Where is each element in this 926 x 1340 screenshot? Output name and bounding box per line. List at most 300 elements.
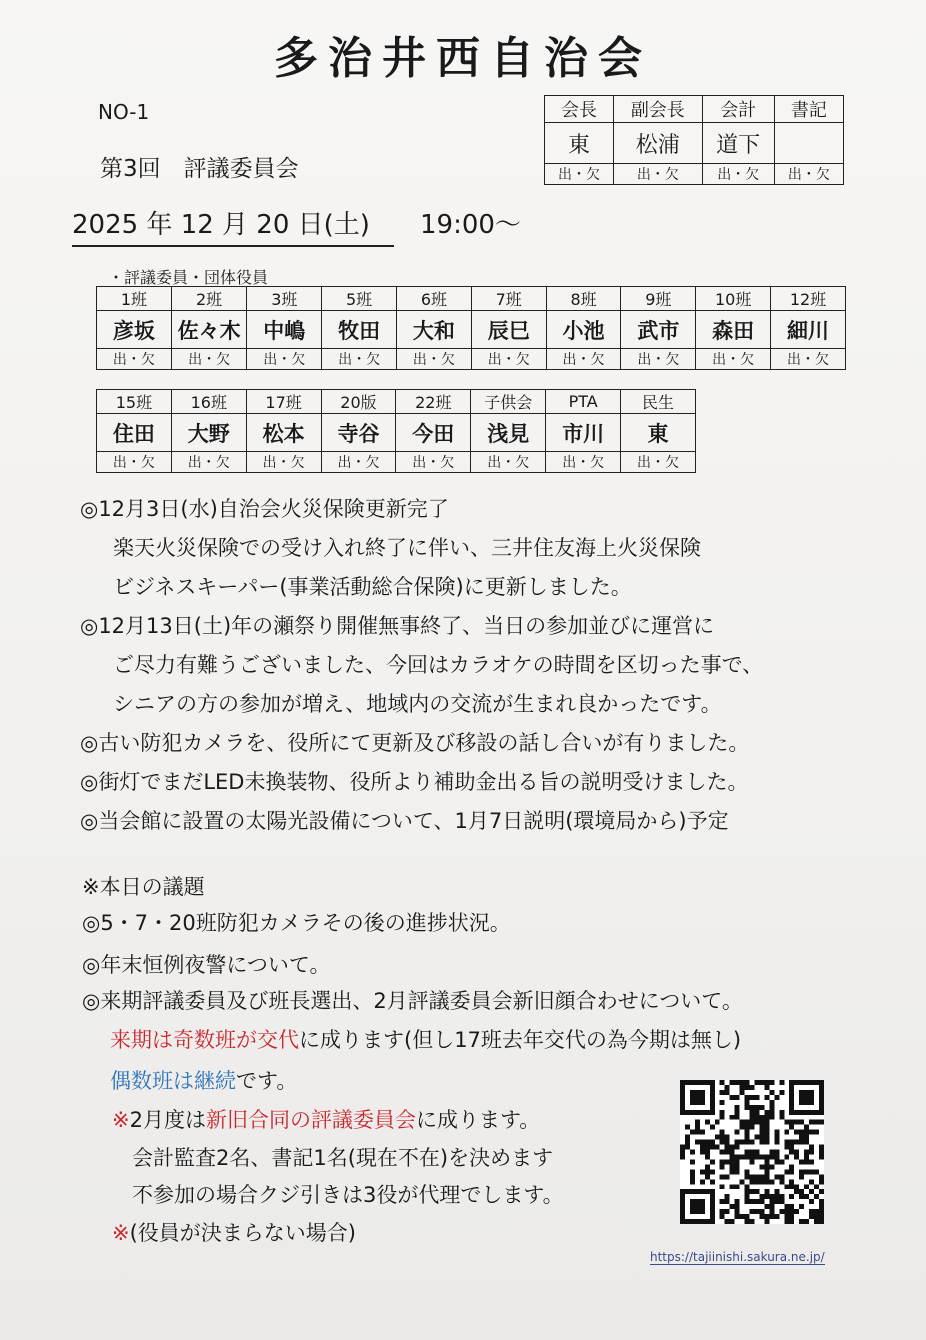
qr-module: [745, 1150, 750, 1155]
qr-module: [769, 1105, 774, 1110]
qr-module: [740, 1179, 745, 1184]
qr-module: [809, 1209, 814, 1214]
qr-module: [705, 1120, 710, 1125]
qr-module: [754, 1135, 759, 1140]
qr-module: [779, 1090, 784, 1095]
qr-module: [794, 1150, 799, 1155]
highlight-red: 来期は奇数班が交代: [110, 1028, 299, 1052]
qr-module: [750, 1189, 755, 1194]
qr-module: [725, 1199, 730, 1204]
qr-module: [789, 1145, 794, 1150]
agenda-line: ◎5・7・20班防犯カメラその後の進捗状況。: [82, 911, 511, 935]
agenda-text: です。: [236, 1069, 298, 1093]
member-group: 22班: [396, 390, 471, 414]
qr-module: [814, 1130, 819, 1135]
qr-module: [784, 1145, 789, 1150]
agenda-text: に成ります(但し17班去年交代の為今期は無し): [299, 1028, 742, 1052]
qr-module: [735, 1154, 740, 1159]
qr-module: [730, 1184, 735, 1189]
website-link[interactable]: https://tajiinishi.sakura.ne.jp/: [650, 1250, 825, 1264]
agenda-line: 不参加の場合クジ引きは3役が代理でします。: [132, 1183, 564, 1207]
qr-module: [799, 1219, 804, 1224]
qr-module: [809, 1150, 814, 1155]
qr-module: [745, 1194, 750, 1199]
member-name: 佐々木: [171, 311, 247, 349]
officer-role: 書記: [774, 96, 843, 123]
qr-module: [730, 1145, 735, 1150]
qr-module: [819, 1219, 824, 1224]
agenda-line: ◎来期評議委員及び班長選出、2月評議委員会新旧顔合わせについて。: [82, 989, 743, 1013]
qr-module: [764, 1194, 769, 1199]
qr-module: [759, 1199, 764, 1204]
member-group: 8班: [546, 287, 621, 311]
qr-module: [754, 1105, 759, 1110]
meeting-time: 19:00～: [420, 210, 521, 240]
qr-module: [720, 1100, 725, 1105]
qr-module: [774, 1150, 779, 1155]
agenda-line: ◎年末恒例夜警について。: [82, 953, 331, 977]
attendance-cell: 出・欠: [621, 452, 696, 473]
attendance-cell: 出・欠: [397, 349, 472, 370]
member-name: 小池: [546, 311, 621, 349]
qr-module: [789, 1140, 794, 1145]
qr-module: [809, 1214, 814, 1219]
qr-module: [690, 1130, 695, 1135]
qr-module: [774, 1095, 779, 1100]
attendance-cell: 出・欠: [621, 349, 696, 370]
qr-module: [680, 1154, 685, 1159]
qr-module: [774, 1154, 779, 1159]
qr-module: [680, 1150, 685, 1155]
qr-module: [814, 1214, 819, 1219]
member-name: 牧田: [322, 311, 397, 349]
qr-module: [759, 1120, 764, 1125]
qr-module: [705, 1140, 710, 1145]
member-group: 15班: [97, 390, 172, 414]
qr-module: [745, 1100, 750, 1105]
qr-module: [735, 1209, 740, 1214]
qr-module: [750, 1105, 755, 1110]
qr-module: [754, 1150, 759, 1155]
attendance-cell: 出・欠: [774, 164, 843, 185]
qr-module: [705, 1145, 710, 1150]
qr-module: [730, 1219, 735, 1224]
qr-module: [764, 1130, 769, 1135]
officers-attendance-row: [545, 164, 844, 185]
qr-module: [740, 1080, 745, 1085]
qr-module: [789, 1120, 794, 1125]
row2-headers-row: [97, 390, 696, 414]
qr-module: [740, 1214, 745, 1219]
qr-module: [695, 1120, 700, 1125]
member-name: 武市: [621, 311, 696, 349]
qr-module: [804, 1150, 809, 1155]
attendance-cell: 出・欠: [546, 452, 621, 473]
qr-module: [710, 1179, 715, 1184]
member-group: 民生: [621, 390, 696, 414]
attendance-cell: 出・欠: [171, 452, 246, 473]
qr-module: [774, 1140, 779, 1145]
qr-module: [710, 1140, 715, 1145]
qr-module: [725, 1194, 730, 1199]
qr-module: [794, 1209, 799, 1214]
attendance-cell: 出・欠: [471, 349, 546, 370]
qr-module: [725, 1140, 730, 1145]
note-line: ◎12月3日(水)自治会火災保険更新完了: [80, 497, 449, 521]
qr-module: [769, 1164, 774, 1169]
qr-module: [804, 1140, 809, 1145]
note-line: ビジネスキーパー(事業活動総合保険)に更新しました。: [113, 575, 632, 599]
qr-module: [819, 1189, 824, 1194]
qr-module: [814, 1209, 819, 1214]
qr-module: [779, 1174, 784, 1179]
note-line: ◎12月13日(土)年の瀬祭り開催無事終了、当日の参加並びに運営に: [80, 614, 715, 638]
qr-module: [764, 1154, 769, 1159]
attendance-cell: 出・欠: [171, 349, 247, 370]
qr-module: [779, 1199, 784, 1204]
qr-module: [774, 1214, 779, 1219]
qr-module: [725, 1150, 730, 1155]
attendance-cell: 出・欠: [247, 349, 322, 370]
member-name: 細川: [771, 311, 846, 349]
qr-module: [779, 1115, 784, 1120]
qr-module: [690, 1159, 695, 1164]
qr-module: [779, 1110, 784, 1115]
agenda-line: [110, 1025, 741, 1055]
qr-module: [789, 1194, 794, 1199]
qr-module: [759, 1125, 764, 1130]
member-name: 松本: [246, 414, 321, 452]
qr-module: [769, 1080, 774, 1085]
qr-module: [759, 1214, 764, 1219]
qr-module: [794, 1154, 799, 1159]
qr-module: [774, 1130, 779, 1135]
qr-module: [720, 1199, 725, 1204]
qr-module: [710, 1125, 715, 1130]
qr-module: [779, 1179, 784, 1184]
qr-module: [754, 1199, 759, 1204]
qr-module: [700, 1179, 705, 1184]
qr-module: [740, 1090, 745, 1095]
qr-module: [735, 1164, 740, 1169]
qr-module: [715, 1120, 720, 1125]
qr-module: [725, 1145, 730, 1150]
qr-module: [764, 1125, 769, 1130]
qr-module: [725, 1135, 730, 1140]
attendance-cell: 出・欠: [702, 164, 774, 185]
qr-module: [759, 1194, 764, 1199]
member-name: 寺谷: [321, 414, 396, 452]
attendance-cell: 出・欠: [546, 349, 621, 370]
row2-attendance-row: [97, 452, 696, 473]
qr-module: [720, 1209, 725, 1214]
qr-module: [745, 1140, 750, 1145]
qr-module: [690, 1179, 695, 1184]
qr-module: [754, 1110, 759, 1115]
qr-module: [745, 1219, 750, 1224]
qr-module: [685, 1140, 690, 1145]
qr-module: [799, 1130, 804, 1135]
qr-module: [720, 1080, 725, 1085]
qr-module: [710, 1169, 715, 1174]
member-name: 大和: [397, 311, 472, 349]
qr-module: [799, 1204, 804, 1209]
qr-module: [814, 1169, 819, 1174]
qr-module: [809, 1159, 814, 1164]
qr-module: [799, 1169, 804, 1174]
qr-module: [764, 1110, 769, 1115]
qr-module: [750, 1179, 755, 1184]
qr-module: [789, 1164, 794, 1169]
qr-module: [789, 1214, 794, 1219]
qr-module: [730, 1154, 735, 1159]
qr-module: [735, 1214, 740, 1219]
qr-module: [735, 1110, 740, 1115]
member-group: 10班: [696, 287, 771, 311]
qr-module: [745, 1135, 750, 1140]
member-group: 12班: [771, 287, 846, 311]
qr-module: [819, 1120, 824, 1125]
qr-module: [764, 1115, 769, 1120]
attendance-cell: 出・欠: [614, 164, 702, 185]
qr-module: [720, 1115, 725, 1120]
qr-module: [779, 1209, 784, 1214]
qr-module: [720, 1184, 725, 1189]
qr-module: [759, 1115, 764, 1120]
qr-module: [764, 1159, 769, 1164]
qr-module: [695, 1125, 700, 1130]
officer-name: 道下: [702, 123, 774, 164]
qr-module: [809, 1120, 814, 1125]
attendance-cell: 出・欠: [396, 452, 471, 473]
member-group: 2班: [171, 287, 247, 311]
qr-module: [769, 1100, 774, 1105]
qr-module: [750, 1125, 755, 1130]
qr-module: [764, 1169, 769, 1174]
officers-header-row: [545, 96, 844, 123]
qr-module: [774, 1189, 779, 1194]
qr-module: [764, 1140, 769, 1145]
attendance-cell: 出・欠: [97, 349, 172, 370]
qr-module: [705, 1174, 710, 1179]
row2-names-row: [97, 414, 696, 452]
qr-module: [745, 1199, 750, 1204]
qr-module: [769, 1154, 774, 1159]
qr-module: [710, 1145, 715, 1150]
qr-module: [700, 1150, 705, 1155]
meeting-name: 第3回 評議委員会: [100, 156, 299, 182]
qr-module: [789, 1204, 794, 1209]
member-group: 3班: [247, 287, 322, 311]
qr-module: [769, 1209, 774, 1214]
qr-module: [754, 1179, 759, 1184]
meeting-date: [72, 204, 521, 247]
qr-module: [769, 1179, 774, 1184]
qr-module: [705, 1169, 710, 1174]
qr-module: [799, 1194, 804, 1199]
qr-module: [769, 1194, 774, 1199]
note-line: ◎街灯でまだLED未換装物、役所より補助金出る旨の説明受けました。: [80, 770, 749, 794]
qr-module: [735, 1095, 740, 1100]
row1-names-row: [97, 311, 846, 349]
qr-module: [750, 1085, 755, 1090]
qr-module: [779, 1080, 784, 1085]
qr-module: [754, 1154, 759, 1159]
qr-module: [809, 1169, 814, 1174]
qr-module: [769, 1214, 774, 1219]
member-name: 浅見: [471, 414, 546, 452]
qr-module: [745, 1184, 750, 1189]
qr-module: [759, 1105, 764, 1110]
qr-module: [750, 1115, 755, 1120]
note-line: ◎当会館に設置の太陽光設備について、1月7日説明(環境局から)予定: [80, 809, 729, 833]
qr-module: [784, 1219, 789, 1224]
qr-module: [784, 1120, 789, 1125]
officer-name: 松浦: [614, 123, 702, 164]
qr-module: [759, 1135, 764, 1140]
qr-module: [735, 1159, 740, 1164]
qr-module: [750, 1120, 755, 1125]
qr-module: [769, 1199, 774, 1204]
qr-module: [735, 1199, 740, 1204]
row1-headers-row: [97, 287, 846, 311]
qr-module: [720, 1130, 725, 1135]
member-name: 住田: [97, 414, 172, 452]
qr-module: [685, 1125, 690, 1130]
qr-module: [715, 1135, 720, 1140]
officer-role: 会計: [702, 96, 774, 123]
qr-module: [695, 1130, 700, 1135]
qr-module: [764, 1204, 769, 1209]
qr-module: [769, 1090, 774, 1095]
officer-name: [774, 123, 843, 164]
attendance-cell: 出・欠: [696, 349, 771, 370]
qr-module: [750, 1095, 755, 1100]
note-mark: ※: [112, 1108, 130, 1132]
members-label: ・評議委員・団体役員: [108, 268, 269, 287]
qr-module: [759, 1130, 764, 1135]
qr-module: [799, 1189, 804, 1194]
qr-module: [750, 1154, 755, 1159]
qr-module: [804, 1194, 809, 1199]
member-group: 7班: [471, 287, 546, 311]
qr-module: [804, 1169, 809, 1174]
qr-module: [725, 1085, 730, 1090]
attendance-cell: 出・欠: [322, 349, 397, 370]
qr-module: [690, 1199, 705, 1214]
qr-module: [730, 1159, 735, 1164]
qr-module: [730, 1150, 735, 1155]
qr-module: [690, 1169, 695, 1174]
officer-role: 会長: [545, 96, 614, 123]
member-group: 1班: [97, 287, 172, 311]
qr-module: [735, 1204, 740, 1209]
qr-module: [745, 1169, 750, 1174]
qr-module: [720, 1135, 725, 1140]
qr-module: [804, 1159, 809, 1164]
qr-module: [819, 1204, 824, 1209]
qr-module: [819, 1214, 824, 1219]
qr-module: [819, 1150, 824, 1155]
qr-module: [750, 1219, 755, 1224]
qr-module: [759, 1164, 764, 1169]
qr-module: [700, 1145, 705, 1150]
qr-module: [789, 1169, 794, 1174]
qr-module: [819, 1145, 824, 1150]
qr-module: [705, 1150, 710, 1155]
attendance-cell: 出・欠: [246, 452, 321, 473]
qr-module: [794, 1189, 799, 1194]
qr-module: [720, 1159, 725, 1164]
qr-module: [720, 1214, 725, 1219]
qr-module: [695, 1140, 700, 1145]
qr-module: [710, 1159, 715, 1164]
qr-module: [789, 1179, 794, 1184]
note-line: 楽天火災保険での受け入れ終了に伴い、三井住友海上火災保険: [113, 536, 701, 560]
qr-module: [715, 1145, 720, 1150]
qr-module: [814, 1184, 819, 1189]
qr-module: [745, 1214, 750, 1219]
qr-module: [784, 1184, 789, 1189]
qr-module: [740, 1085, 745, 1090]
qr-module: [700, 1169, 705, 1174]
qr-module: [705, 1164, 710, 1169]
qr-module: [720, 1150, 725, 1155]
qr-module: [735, 1105, 740, 1110]
qr-module: [764, 1135, 769, 1140]
qr-module: [685, 1135, 690, 1140]
attendance-cell: 出・欠: [545, 164, 614, 185]
attendance-cell: 出・欠: [771, 349, 846, 370]
qr-module: [750, 1174, 755, 1179]
qr-module: [819, 1174, 824, 1179]
qr-module: [754, 1120, 759, 1125]
qr-module: [730, 1095, 735, 1100]
qr-module: [799, 1135, 804, 1140]
qr-module: [794, 1130, 799, 1135]
qr-module: [764, 1214, 769, 1219]
qr-module: [814, 1219, 819, 1224]
member-name: 大野: [171, 414, 246, 452]
qr-module: [735, 1130, 740, 1135]
qr-module: [779, 1194, 784, 1199]
attendance-cell: 出・欠: [471, 452, 546, 473]
qr-module: [680, 1145, 685, 1150]
qr-module: [720, 1140, 725, 1145]
qr-module: [725, 1159, 730, 1164]
officers-table: [544, 95, 844, 185]
qr-module: [784, 1209, 789, 1214]
qr-module: [705, 1154, 710, 1159]
qr-module: [754, 1174, 759, 1179]
qr-module: [789, 1219, 794, 1224]
agenda-line: [112, 1218, 356, 1248]
note-line: ご尽力有難うございました、今回はカラオケの時間を区切った事で、: [113, 653, 764, 677]
qr-module: [804, 1125, 809, 1130]
qr-module: [730, 1204, 735, 1209]
qr-module: [720, 1174, 725, 1179]
qr-module: [745, 1105, 750, 1110]
officer-name: 東: [545, 123, 614, 164]
qr-module: [764, 1120, 769, 1125]
qr-module: [745, 1125, 750, 1130]
qr-module: [725, 1219, 730, 1224]
qr-module: [759, 1140, 764, 1145]
agenda-text: 2月度は: [129, 1108, 206, 1132]
member-name: 今田: [396, 414, 471, 452]
qr-module: [819, 1154, 824, 1159]
member-group: 6班: [397, 287, 472, 311]
